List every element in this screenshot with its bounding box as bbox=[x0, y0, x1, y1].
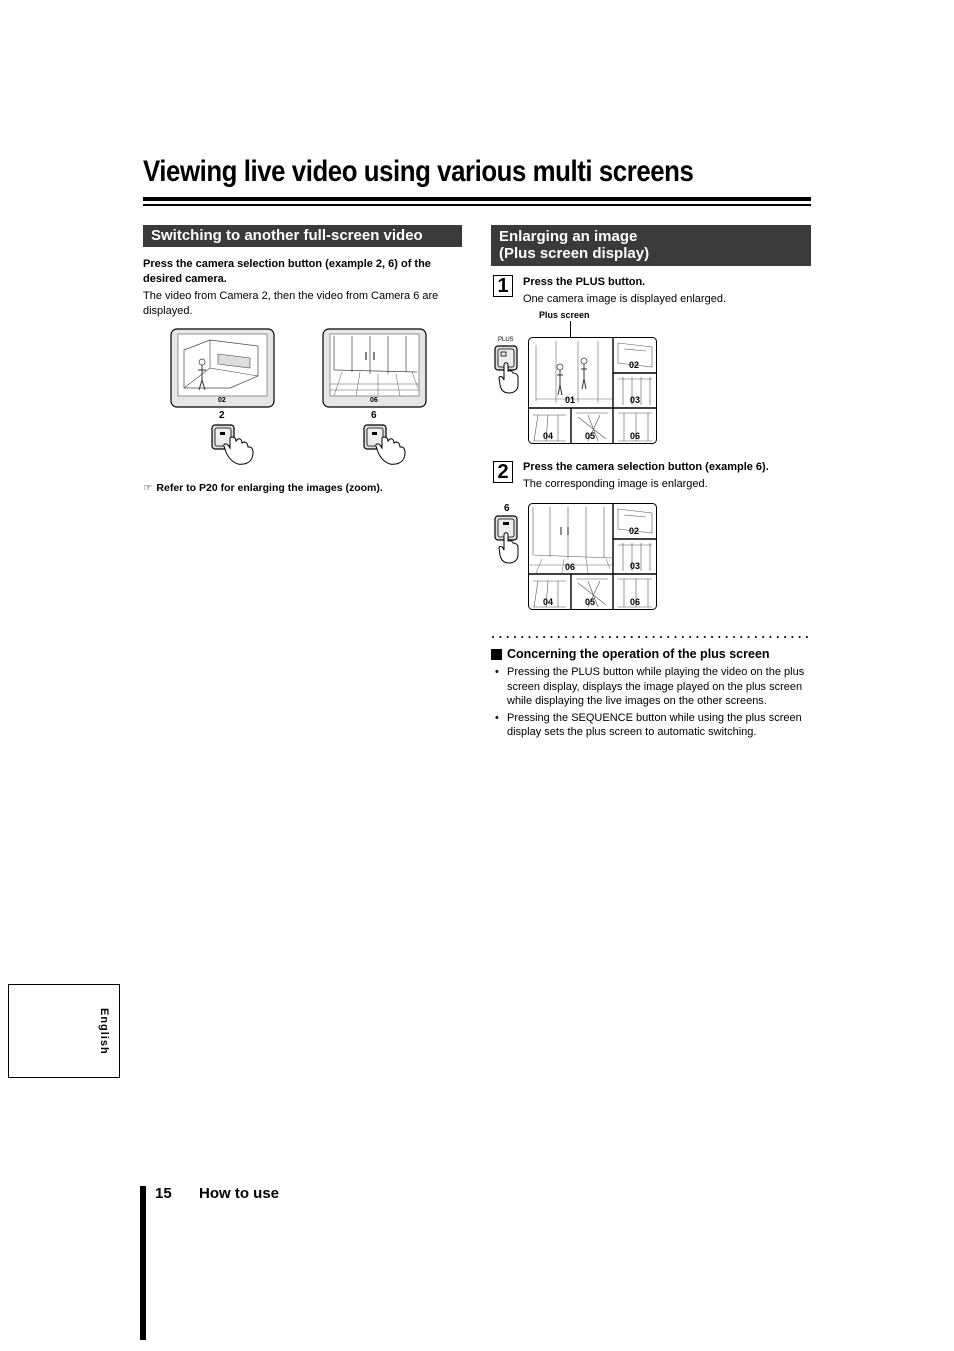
note-bullet-list bbox=[492, 665, 812, 742]
plus-screen-grid-step2 bbox=[528, 503, 657, 610]
cell-label-03: 03 bbox=[630, 395, 641, 405]
step-2-text: The corresponding image is enlarged. bbox=[523, 478, 708, 490]
plus-button-label: PLUS bbox=[498, 337, 514, 343]
reference-text: Refer to P20 for enlarging the images (zoom). bbox=[156, 482, 383, 494]
camera-6-button[interactable] bbox=[362, 424, 408, 466]
title-rule-thin bbox=[143, 204, 811, 206]
button-number-label: 6 bbox=[504, 503, 510, 514]
step-number-1: 1 bbox=[493, 275, 513, 297]
pointing-hand-icon: ☞ bbox=[143, 482, 153, 494]
monitor-camera-06 bbox=[322, 328, 427, 408]
cell-label-04: 04 bbox=[543, 597, 554, 607]
step-1-title: Press the PLUS button. bbox=[523, 276, 646, 288]
step-2-title: Press the camera selection button (example 6). bbox=[523, 461, 769, 473]
cell-label-05: 05 bbox=[585, 597, 596, 607]
title-rule-thick bbox=[143, 197, 811, 201]
plus-button[interactable] bbox=[494, 345, 524, 395]
plus-screen-callout: Plus screen bbox=[539, 310, 590, 320]
cell-label-02: 02 bbox=[629, 526, 640, 536]
monitor-channel-label: 06 bbox=[370, 397, 378, 404]
cell-label-03: 03 bbox=[630, 561, 641, 571]
monitor-camera-02 bbox=[170, 328, 275, 408]
cell-label-06: 06 bbox=[630, 597, 641, 607]
monitor-channel-label: 02 bbox=[218, 397, 226, 404]
step-number-2: 2 bbox=[493, 461, 513, 483]
camera-6-button-step2[interactable] bbox=[494, 515, 524, 565]
camera-2-button[interactable] bbox=[210, 424, 256, 466]
section-header-switching: Switching to another full-screen video bbox=[143, 225, 462, 247]
reference-note bbox=[143, 481, 463, 496]
plus-screen-grid-step1 bbox=[528, 337, 657, 444]
cell-label-05: 05 bbox=[585, 431, 596, 441]
dotted-separator bbox=[491, 627, 811, 633]
cell-label-main: 01 bbox=[565, 395, 576, 405]
switching-instruction: Press the camera selection button (example 2, 6) of the desired camera. bbox=[143, 258, 431, 285]
cell-label-06: 06 bbox=[630, 431, 641, 441]
footer-section-title: How to use bbox=[199, 1185, 280, 1202]
step-1-text: One camera image is displayed enlarged. bbox=[523, 293, 727, 305]
page-number: 15 bbox=[155, 1185, 172, 1202]
page-title: Viewing live video using various multi screens bbox=[143, 155, 694, 188]
cell-label-04: 04 bbox=[543, 431, 554, 441]
section-header-line2: (Plus screen display) bbox=[499, 245, 650, 262]
language-label: English bbox=[98, 1008, 110, 1055]
footer-bar bbox=[140, 1186, 146, 1340]
square-bullet-icon bbox=[491, 649, 502, 660]
switching-description: The video from Camera 2, then the video from Camera 6 are displayed. bbox=[143, 290, 439, 317]
button-number-label: 2 bbox=[219, 410, 225, 421]
section-header-enlarging bbox=[491, 225, 811, 266]
cell-label-main: 06 bbox=[565, 562, 576, 572]
list-item: • Pressing the PLUS button while playing the video on the plus screen display, displays the image played on the plus screen while displaying the live images on the other screens. bbox=[492, 665, 812, 709]
section-header-line1: Enlarging an image bbox=[499, 228, 638, 245]
cell-label-02: 02 bbox=[629, 360, 640, 370]
list-item: • Pressing the SEQUENCE button while using the plus screen display sets the plus screen to automatic switching. bbox=[492, 711, 812, 740]
button-number-label: 6 bbox=[371, 410, 377, 421]
note-heading: Concerning the operation of the plus screen bbox=[507, 647, 770, 661]
